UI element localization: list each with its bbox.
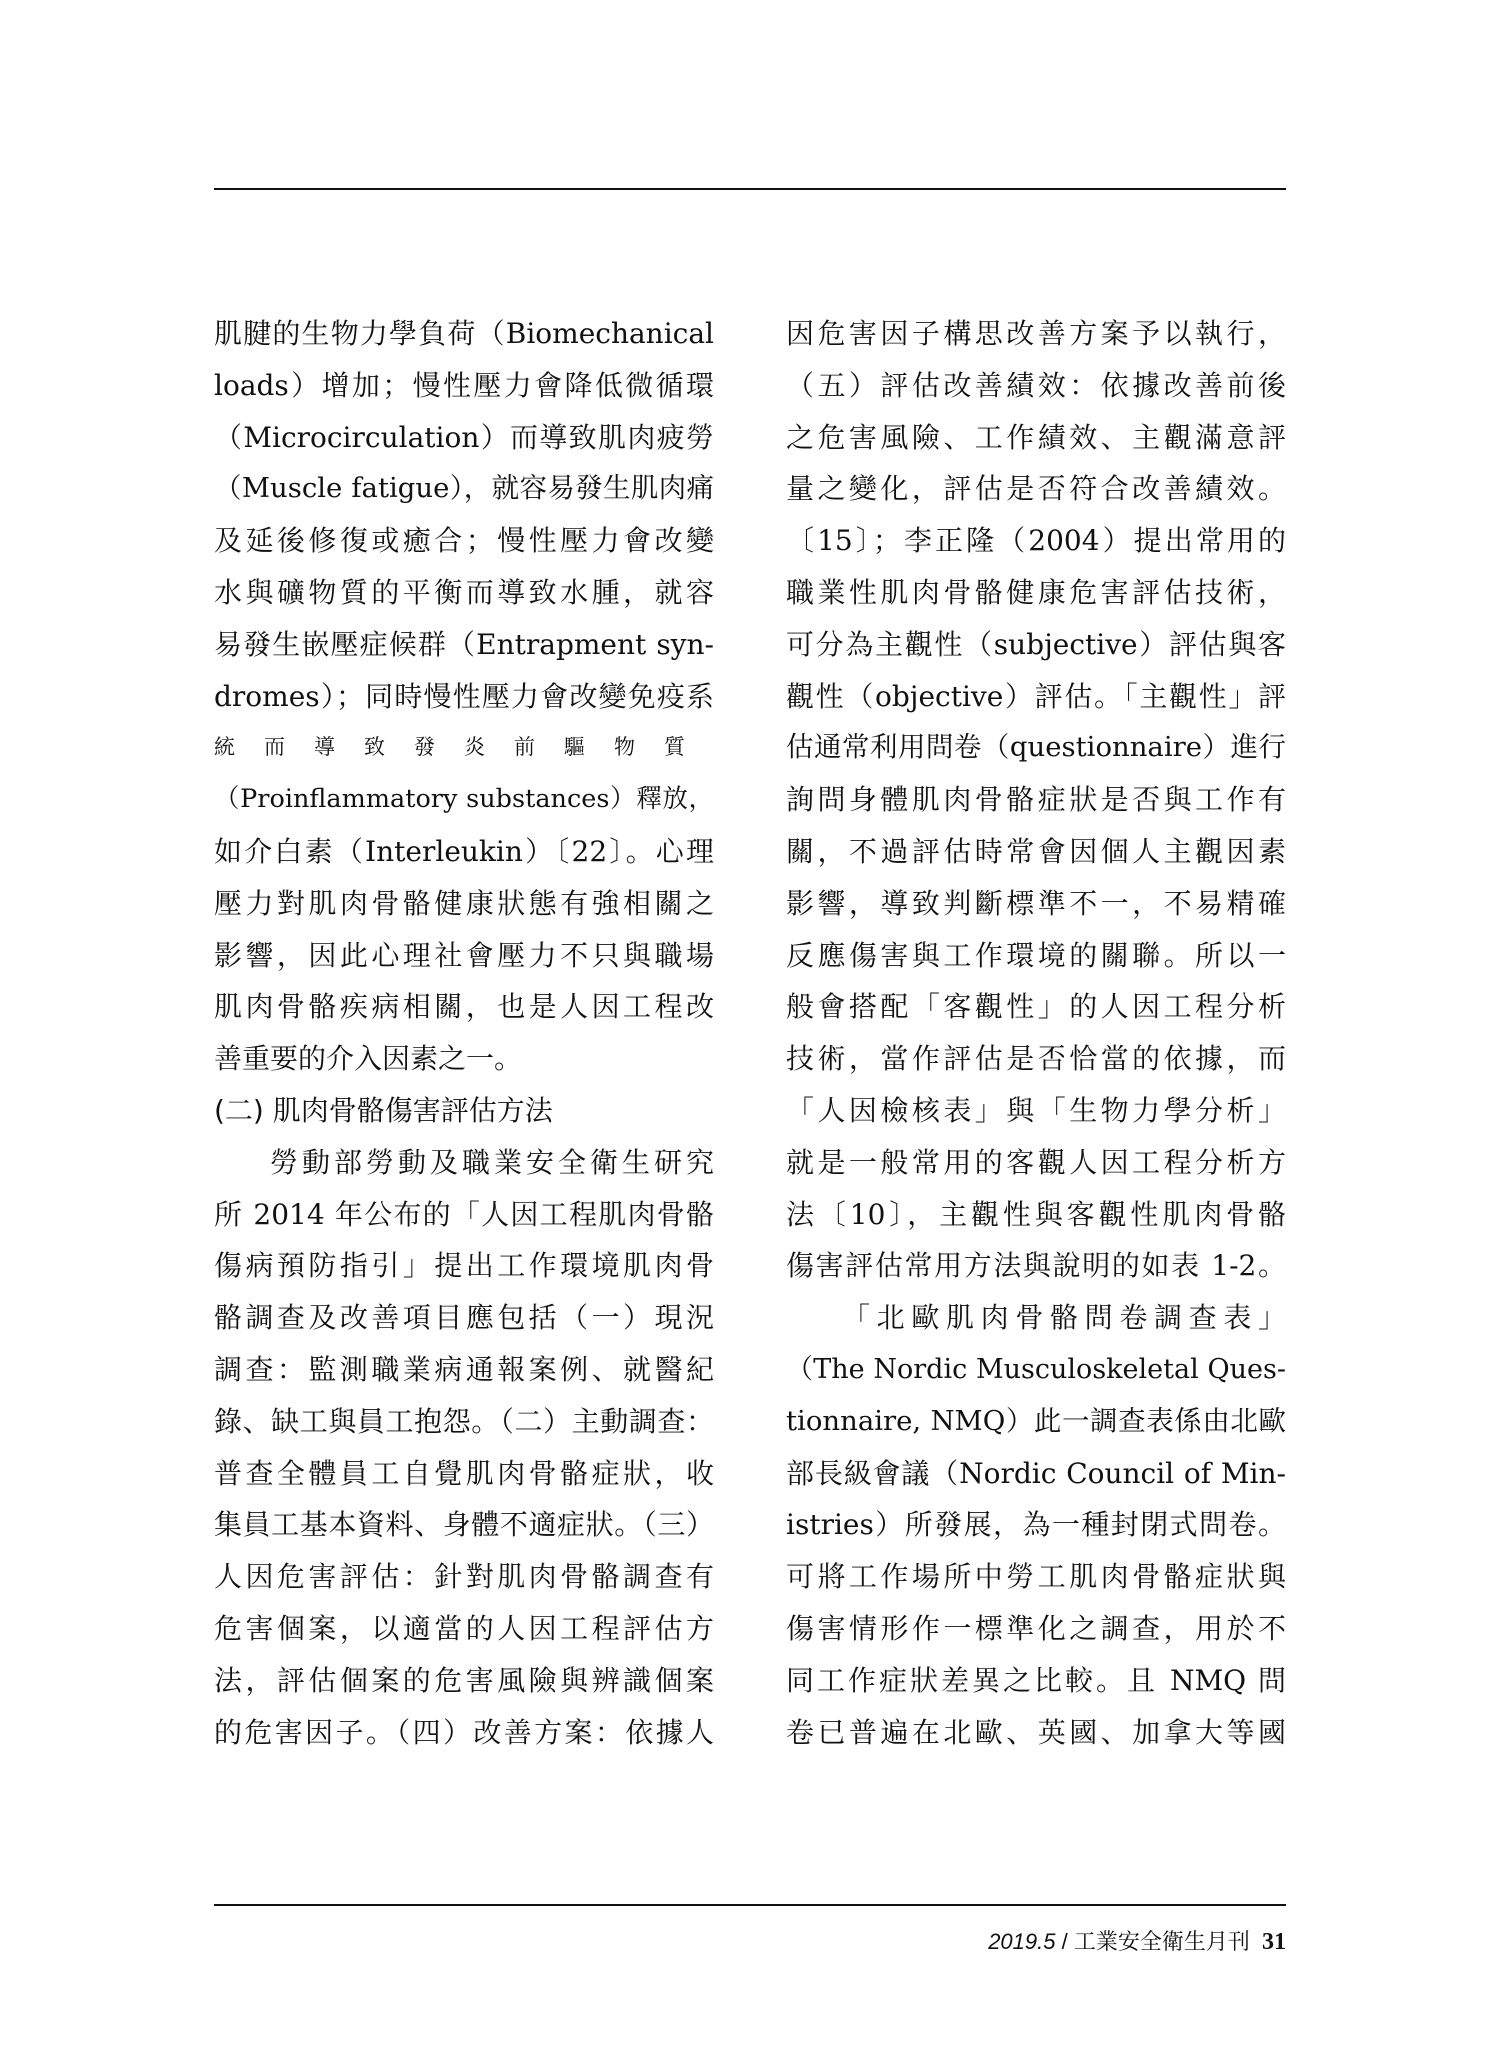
- text-line: dromes）；同時慢性壓力會改變免疫系: [214, 679, 714, 713]
- text-line: 影響，因此心理社會壓力不只與職場: [214, 938, 714, 972]
- text-line: 同工作症狀差異之比較。且 NMQ 問: [786, 1663, 1286, 1697]
- text-line: 「北歐肌肉骨骼問卷調查表」: [842, 1301, 1286, 1335]
- issue-date: 2019.5: [988, 1929, 1056, 1954]
- text-line: 可將工作場所中勞工肌肉骨骼症狀與: [786, 1560, 1286, 1594]
- text-line: 如介白素（Interleukin）〔22〕。心理: [214, 834, 714, 868]
- text-line: 集員工基本資料、身體不適症狀。（三）: [214, 1508, 714, 1542]
- text-line: 法〔10〕，主觀性與客觀性肌肉骨骼: [786, 1197, 1286, 1231]
- text-line: 可分為主觀性（subjective）評估與客: [786, 627, 1286, 661]
- text-line: 肌腱的生物力學負荷（Biomechanical: [214, 317, 714, 350]
- journal-title: 工業安全衛生月刊: [1073, 1929, 1250, 1954]
- footer-rule: [214, 1904, 1286, 1906]
- text-line: （The Nordic Musculoskeletal Ques-: [786, 1353, 1286, 1385]
- text-line: 觀性（objective）評估。「主觀性」評: [786, 679, 1286, 713]
- text-line: 壓力對肌肉骨骼健康狀態有強相關之: [214, 886, 714, 920]
- text-line: 技術，當作評估是否恰當的依據，而: [786, 1042, 1286, 1076]
- text-line: 量之變化，評估是否符合改善績效。: [786, 472, 1286, 506]
- text-line: 傷害評估常用方法與說明的如表 1-2。: [786, 1249, 1286, 1283]
- text-line: （Microcirculation）而導致肌肉疲勞: [214, 420, 714, 454]
- right-column: [786, 308, 1286, 1758]
- text-line: 錄、缺工與員工抱怨。（二）主動調查：: [214, 1404, 714, 1438]
- text-line: 危害個案，以適當的人因工程評估方: [214, 1611, 714, 1645]
- text-line: 的危害因子。（四）改善方案：依據人: [214, 1715, 714, 1749]
- text-line: 估通常利用問卷（questionnaire）進行: [786, 731, 1286, 764]
- text-line: 就是一般常用的客觀人因工程分析方: [786, 1145, 1286, 1179]
- text-line: 因危害因子構思改善方案予以執行，: [786, 317, 1286, 350]
- text-line: 所 2014 年公布的「人因工程肌肉骨骼: [214, 1197, 714, 1231]
- text-line: 普查全體員工自覺肌肉骨骼症狀，收: [214, 1456, 714, 1490]
- text-line: 職業性肌肉骨骼健康危害評估技術，: [786, 575, 1286, 609]
- text-line: （Muscle fatigue），就容易發生肌肉痛: [214, 472, 714, 505]
- text-line: 善重要的介入因素之一。: [214, 1042, 523, 1076]
- text-line: 法，評估個案的危害風險與辨識個案: [214, 1663, 714, 1697]
- text-line: 般會搭配「客觀性」的人因工程分析: [786, 990, 1286, 1024]
- text-line: 影響，導致判斷標準不一，不易精確: [786, 886, 1286, 920]
- page-number: 31: [1262, 1929, 1286, 1955]
- text-line: 卷已普遍在北歐、英國、加拿大等國: [786, 1715, 1286, 1749]
- text-line: 反應傷害與工作環境的關聯。所以一: [786, 938, 1286, 972]
- text-line: 骼調查及改善項目應包括（一）現況: [214, 1301, 714, 1335]
- text-line: 傷害情形作一標準化之調查，用於不: [786, 1611, 1286, 1645]
- header-rule: [214, 188, 1286, 190]
- text-line: 易發生嵌壓症候群（Entrapment syn-: [214, 627, 714, 661]
- text-line: 〔15〕；李正隆（2004）提出常用的: [786, 524, 1286, 558]
- footer-separator: /: [1061, 1929, 1068, 1954]
- page-footer: [988, 1922, 1286, 1962]
- text-line: 及延後修復或癒合；慢性壓力會改變: [214, 524, 714, 558]
- text-line: 肌肉骨骼疾病相關，也是人因工程改: [214, 990, 714, 1024]
- text-line: 人因危害評估：針對肌肉骨骼調查有: [214, 1560, 714, 1594]
- left-column: [214, 308, 714, 1758]
- text-line: 傷病預防指引」提出工作環境肌肉骨: [214, 1249, 714, 1283]
- text-line: 水與礦物質的平衡而導致水腫，就容: [214, 575, 714, 609]
- text-line: 關，不過評估時常會因個人主觀因素: [786, 834, 1286, 868]
- text-line: loads）增加；慢性壓力會降低微循環: [214, 368, 714, 402]
- text-line: 統而導致發炎前驅物質: [214, 735, 714, 760]
- text-line: （Proinflammatory substances）釋放，: [214, 784, 714, 815]
- text-line: tionnaire, NMQ）此一調查表係由北歐: [786, 1404, 1286, 1437]
- text-line: 詢問身體肌肉骨骼症狀是否與工作有: [786, 783, 1286, 817]
- text-line: 「人因檢核表」與「生物力學分析」: [786, 1093, 1286, 1127]
- text-line: 部長級會議（Nordic Council of Min-: [786, 1456, 1286, 1490]
- text-line: istries）所發展，為一種封閉式問卷。: [786, 1508, 1286, 1542]
- section-heading: (二) 肌肉骨骼傷害評估方法: [214, 1093, 553, 1127]
- text-line: 調查：監測職業病通報案例、就醫紀: [214, 1352, 714, 1386]
- text-line: （五）評估改善績效：依據改善前後: [786, 368, 1286, 402]
- text-line: 之危害風險、工作績效、主觀滿意評: [786, 420, 1286, 454]
- text-line: 勞動部勞動及職業安全衛生研究: [270, 1145, 714, 1179]
